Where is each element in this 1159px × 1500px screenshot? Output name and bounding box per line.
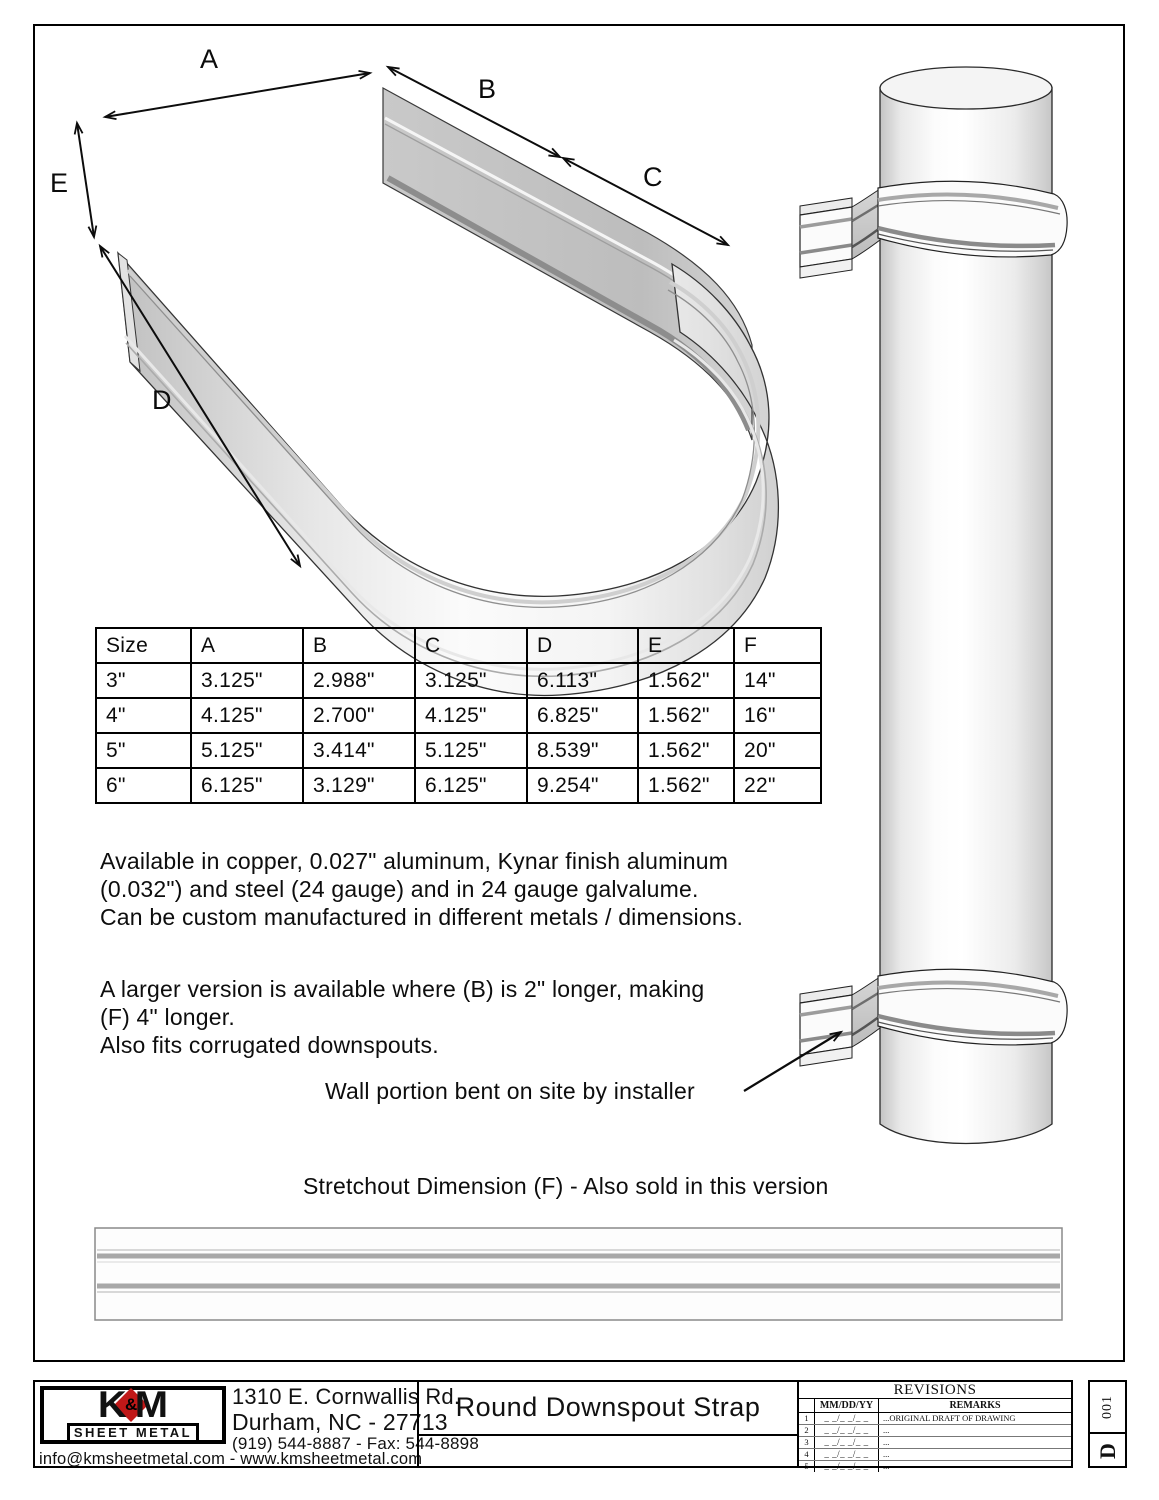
stretchout-profile	[95, 1228, 1062, 1320]
dim-label-d: D	[152, 385, 173, 415]
size-table	[95, 627, 822, 804]
revisions-remarks-header: REMARKS	[949, 1400, 1001, 1411]
revision-row: 1 _ _/_ _/_ _ ...ORIGINAL DRAFT OF DRAWING	[799, 1413, 1071, 1425]
size-table-cell: 2.988"	[303, 663, 415, 698]
size-table-cell: 14"	[734, 663, 821, 698]
revisions-date-header: MM/DD/YY	[815, 1399, 879, 1412]
revision-row: 5 _ _/_ _/_ _ ...	[799, 1461, 1071, 1472]
title-block-company-cell	[35, 1382, 479, 1468]
dim-label-b: B	[478, 74, 498, 104]
u-strap-isometric	[118, 88, 778, 695]
title-block	[33, 1380, 1073, 1471]
size-table-cell: 6.825"	[527, 698, 638, 733]
strap-wall-tab	[800, 207, 852, 267]
size-table-cell: 3.125"	[191, 663, 303, 698]
size-table-header: C	[415, 628, 527, 663]
sheet-number: 001	[1099, 1395, 1115, 1419]
larger-version-note-line: Also fits corrugated downspouts.	[100, 1032, 439, 1058]
dim-label-e: E	[50, 168, 70, 198]
dimension-arrow-e	[77, 123, 94, 237]
size-table-cell: 2.700"	[303, 698, 415, 733]
dimension-arrow-a	[105, 73, 370, 117]
revisions-num-header	[799, 1399, 815, 1412]
revisions-header-row	[799, 1399, 1071, 1413]
size-table-cell: 16"	[734, 698, 821, 733]
size-table-cell: 6"	[96, 768, 191, 803]
size-table-cell: 6.125"	[415, 768, 527, 803]
revisions-table	[797, 1382, 1071, 1471]
company-logo	[40, 1386, 226, 1444]
size-table-header: E	[638, 628, 734, 663]
size-table-cell: 4.125"	[415, 698, 527, 733]
larger-version-note	[100, 975, 704, 1059]
size-table-cell: 5"	[96, 733, 191, 768]
materials-note	[100, 847, 743, 931]
sheet-number-cell	[1090, 1382, 1125, 1434]
size-table-cell: 4"	[96, 698, 191, 733]
size-table-cell: 1.562"	[638, 698, 734, 733]
size-table-cell: 3.129"	[303, 768, 415, 803]
stretchout-note: Stretchout Dimension (F) - Also sold in this version	[303, 1173, 829, 1199]
title-cell-divider	[419, 1434, 797, 1436]
size-table-cell: 4.125"	[191, 698, 303, 733]
size-table-header: Size	[96, 628, 191, 663]
size-table-header-row	[96, 628, 821, 663]
logo-letter-k: K	[97, 1384, 127, 1426]
sheet-letter-cell	[1090, 1434, 1125, 1468]
strap-bend-connector	[852, 189, 880, 259]
materials-note-line: (0.032") and steel (24 gauge) and in 24 gauge galvalume.	[100, 876, 699, 902]
drawing-title: Round Downspout Strap	[455, 1392, 761, 1422]
pipe-top-cap	[880, 67, 1052, 109]
size-table-cell: 6.113"	[527, 663, 638, 698]
size-table-row	[96, 733, 821, 768]
size-table-cell: 20"	[734, 733, 821, 768]
revision-row: 4 _ _/_ _/_ _ ...	[799, 1449, 1071, 1461]
size-table-cell: 6.125"	[191, 768, 303, 803]
logo-ampersand: &	[124, 1395, 137, 1414]
size-table-cell: 8.539"	[527, 733, 638, 768]
size-table-row	[96, 698, 821, 733]
larger-version-note-line: A larger version is available where (B) is 2" longer, making	[100, 976, 705, 1002]
size-table-cell: 22"	[734, 768, 821, 803]
revision-row: 2 _ _/_ _/_ _ ...	[799, 1425, 1071, 1437]
size-table-cell: 9.254"	[527, 768, 638, 803]
size-table-cell: 3.125"	[415, 663, 527, 698]
company-phone-line: (919) 544-8887 - Fax: 544-8898	[232, 1434, 479, 1453]
size-table-cell: 3.414"	[303, 733, 415, 768]
dimension-arrow-d	[100, 246, 300, 566]
size-table-cell: 1.562"	[638, 663, 734, 698]
materials-note-line: Can be custom manufactured in different metals / dimensions.	[100, 904, 744, 930]
dim-label-a: A	[200, 44, 220, 74]
u-strap-inner-face	[383, 88, 752, 440]
company-web-line: info@kmsheetmetal.com - www.kmsheetmetal.com	[39, 1450, 423, 1468]
revisions-title: REVISIONS	[799, 1382, 1071, 1399]
size-table-cell: 1.562"	[638, 768, 734, 803]
downspout-pipe-view	[800, 67, 1067, 1144]
title-block-title-cell	[417, 1382, 797, 1466]
size-table-row	[96, 768, 821, 803]
size-table-cell: 5.125"	[415, 733, 527, 768]
size-table-header: A	[191, 628, 303, 663]
dim-label-c: C	[643, 162, 664, 192]
company-address-line2: Durham, NC - 27713	[232, 1409, 448, 1435]
logo-letter-m: M	[134, 1384, 169, 1426]
sheet-letter: D	[1094, 1443, 1120, 1459]
logo-subtitle: SHEET METAL	[67, 1423, 199, 1443]
wall-portion-note: Wall portion bent on site by installer	[325, 1078, 695, 1104]
company-address-line1: 1310 E. Cornwallis Rd.	[232, 1384, 461, 1409]
sheet-id-box	[1088, 1380, 1127, 1468]
size-table-cell: 1.562"	[638, 733, 734, 768]
size-table-cell: 3"	[96, 663, 191, 698]
size-table-row	[96, 663, 821, 698]
size-table-header: B	[303, 628, 415, 663]
materials-note-line: Available in copper, 0.027" aluminum, Kynar finish aluminum	[100, 848, 729, 874]
revision-row: 3 _ _/_ _/_ _ ...	[799, 1437, 1071, 1449]
size-table-header: F	[734, 628, 821, 663]
logo-letters	[97, 1384, 169, 1426]
size-table-cell: 5.125"	[191, 733, 303, 768]
size-table-header: D	[527, 628, 638, 663]
larger-version-note-line: (F) 4" longer.	[100, 1004, 235, 1030]
